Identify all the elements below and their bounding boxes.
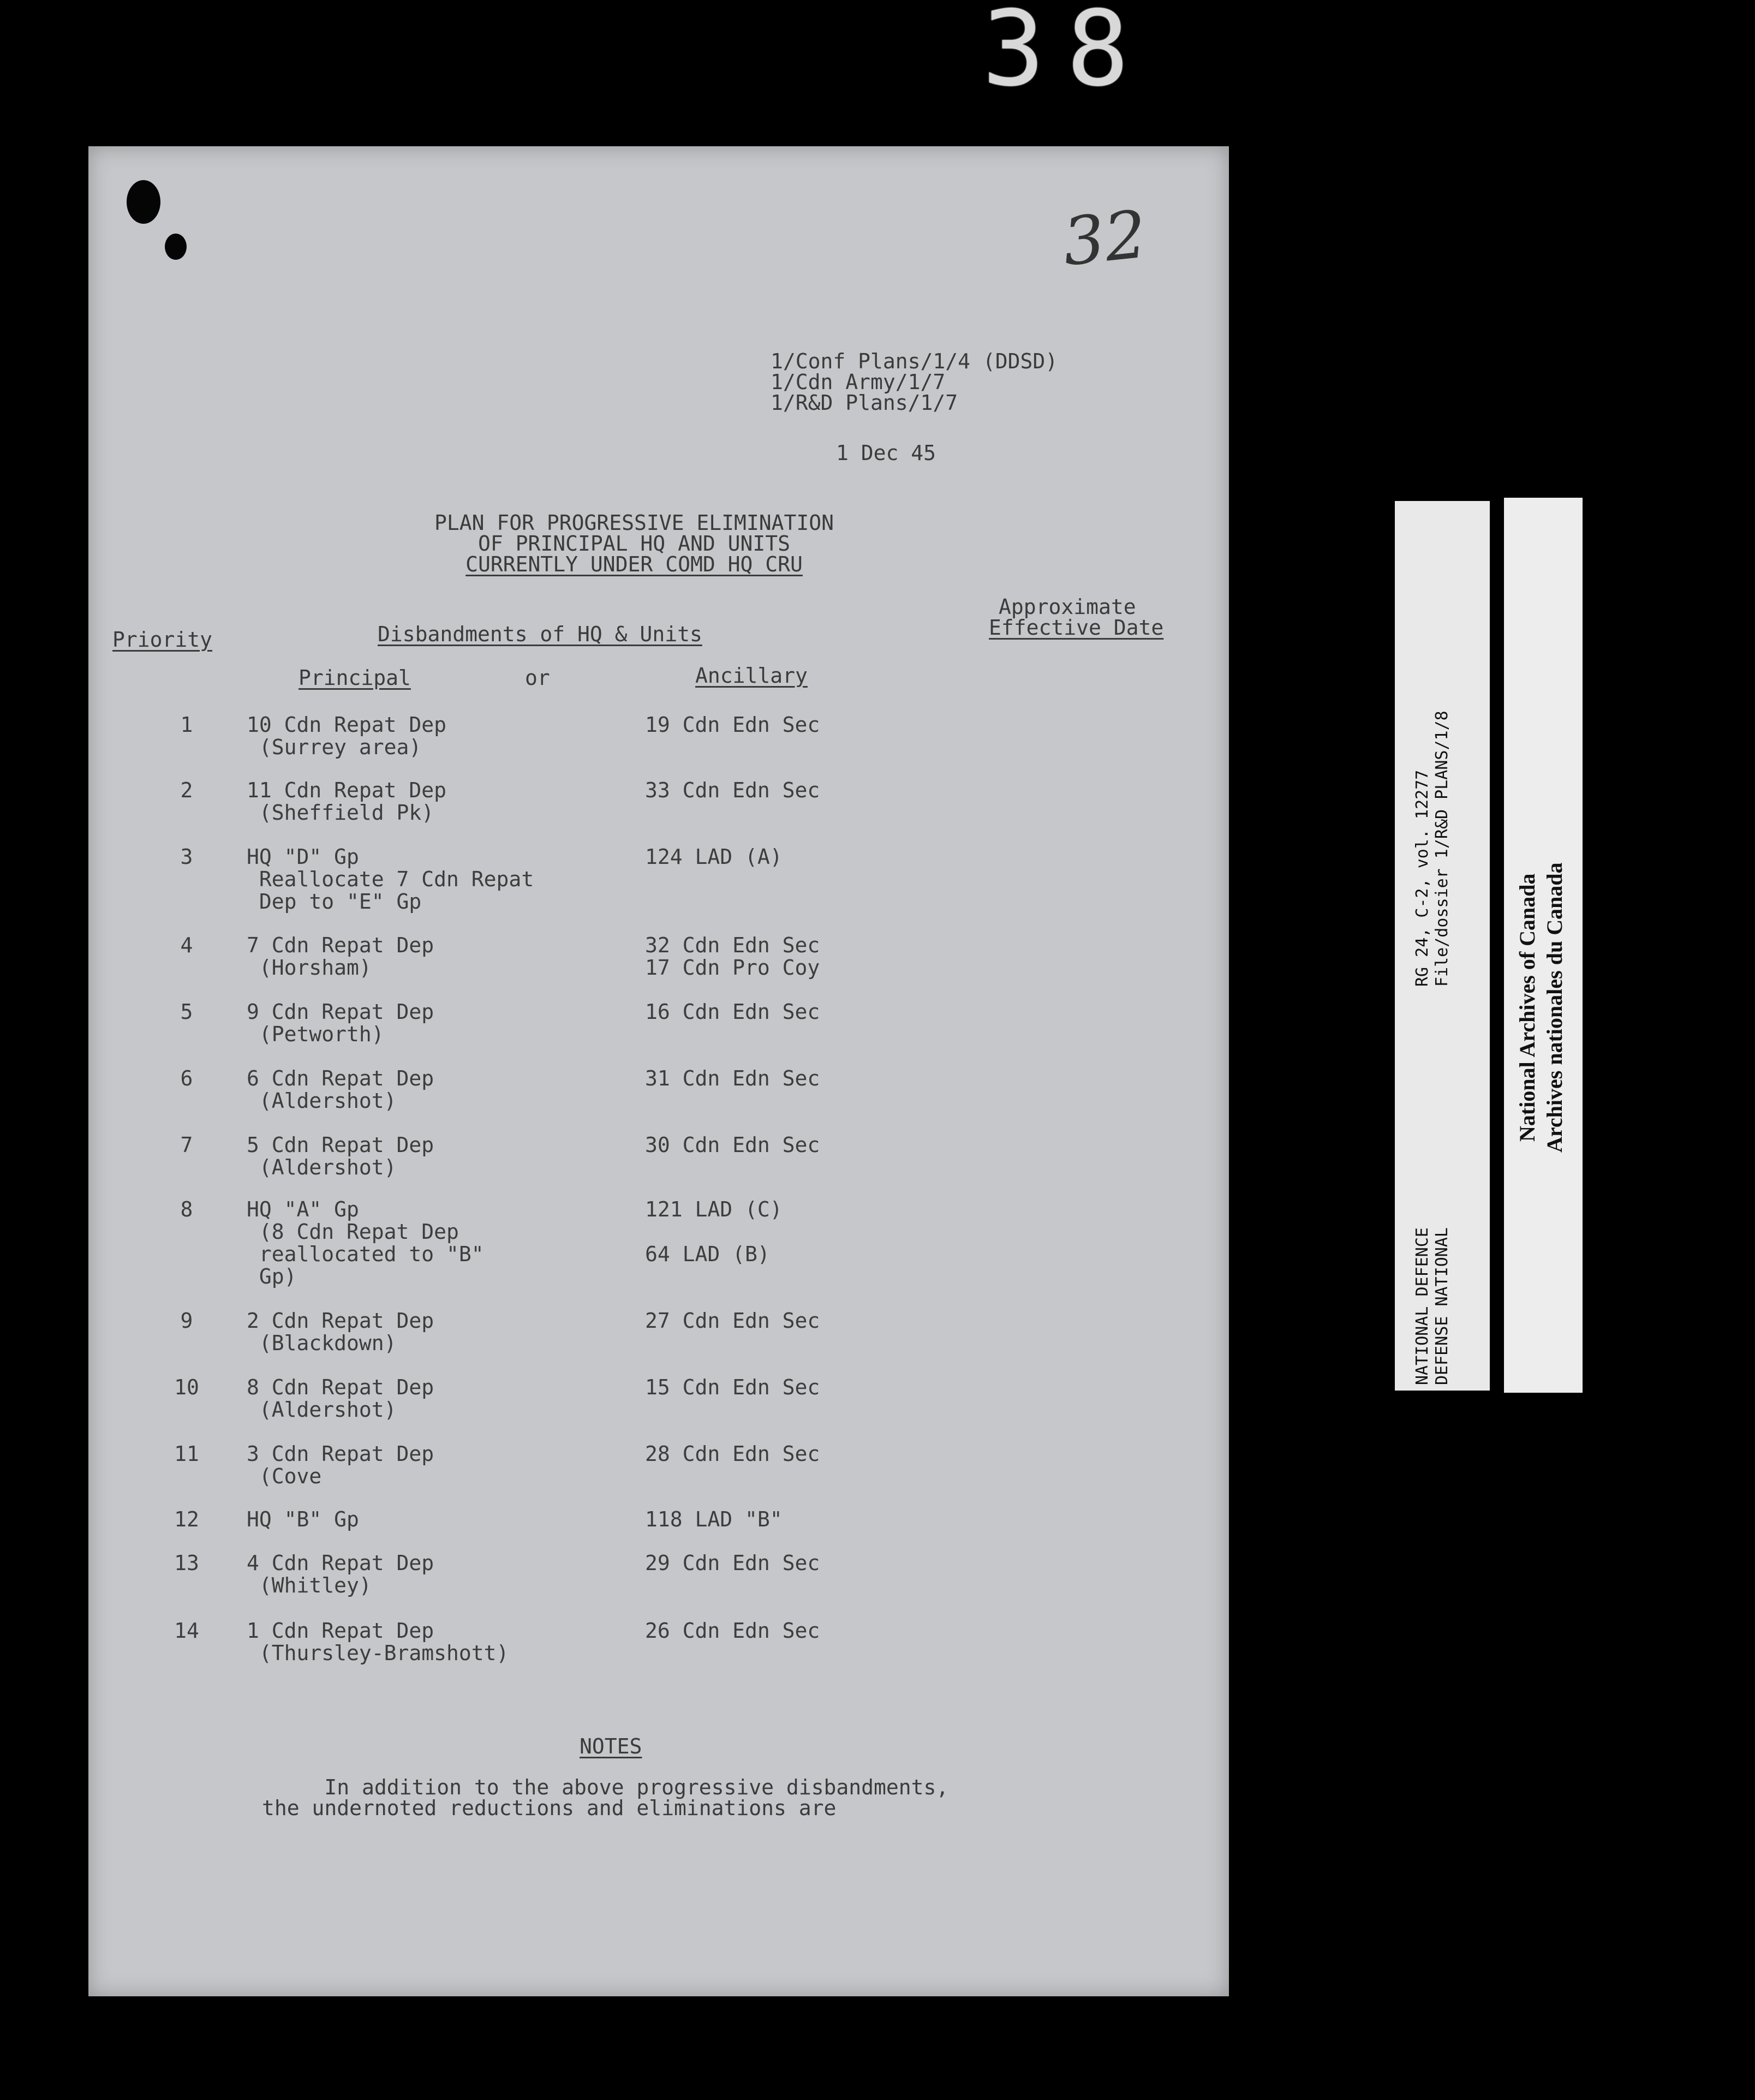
- ancillary-unit: 30 Cdn Edn Sec: [645, 1133, 820, 1157]
- ancillary-unit: 15 Cdn Edn Sec: [645, 1375, 820, 1399]
- priority-number: 14: [174, 1619, 199, 1643]
- priority-header: Priority: [112, 628, 213, 652]
- ancillary-unit: 29 Cdn Edn Sec: [645, 1551, 820, 1575]
- document-title-line: CURRENTLY UNDER COMD HQ CRU: [465, 552, 803, 576]
- priority-number: 11: [174, 1442, 199, 1466]
- principal-unit: 3 Cdn Repat Dep (Cove: [247, 1442, 434, 1488]
- reference-line: 1/Cdn Army/1/7: [771, 370, 946, 394]
- document-date: 1 Dec 45: [836, 441, 936, 465]
- ancillary-unit: 32 Cdn Edn Sec 17 Cdn Pro Coy: [645, 933, 820, 980]
- frame-number: 38: [982, 0, 1151, 109]
- principal-unit: 6 Cdn Repat Dep (Aldershot): [247, 1066, 434, 1113]
- national-archives-label: [1504, 498, 1583, 1393]
- priority-number: 2: [180, 778, 193, 802]
- approx-date-header: Effective Date: [989, 616, 1164, 640]
- priority-number: 12: [174, 1507, 199, 1531]
- document-title-line: OF PRINCIPAL HQ AND UNITS: [478, 532, 790, 556]
- principal-unit: 2 Cdn Repat Dep (Blackdown): [247, 1309, 434, 1355]
- priority-number: 3: [180, 845, 193, 869]
- archive-dept-text: DEFENSE NATIONAL: [1432, 1227, 1452, 1385]
- archive-name-text: National Archives of Canada: [1515, 873, 1539, 1142]
- document-page: [88, 146, 1229, 1996]
- ancillary-header: Ancillary: [695, 664, 808, 688]
- notes-paragraph: In addition to the above progressive disbandments, the undernoted reductions and eliminations are: [262, 1775, 949, 1820]
- priority-number: 4: [180, 933, 193, 957]
- archive-ref-text: File/dossier 1/R&D PLANS/1/8: [1432, 711, 1452, 987]
- ancillary-unit: 28 Cdn Edn Sec: [645, 1442, 820, 1466]
- ancillary-unit: 118 LAD "B": [645, 1507, 783, 1531]
- priority-number: 7: [180, 1133, 193, 1157]
- handwritten-folio-number: 32: [1059, 196, 1150, 281]
- archive-dept-text: NATIONAL DEFENCE: [1413, 1227, 1432, 1385]
- principal-unit: 11 Cdn Repat Dep (Sheffield Pk): [247, 778, 447, 825]
- document-title-line: PLAN FOR PROGRESSIVE ELIMINATION: [434, 511, 834, 535]
- principal-header: Principal: [299, 666, 411, 690]
- priority-number: 1: [180, 713, 193, 737]
- ancillary-unit: 26 Cdn Edn Sec: [645, 1619, 820, 1643]
- notes-heading: NOTES: [580, 1734, 642, 1758]
- principal-unit: 7 Cdn Repat Dep (Horsham): [247, 933, 434, 980]
- punch-hole-mark: [127, 180, 160, 224]
- principal-unit: 9 Cdn Repat Dep (Petworth): [247, 1000, 434, 1046]
- priority-number: 13: [174, 1551, 199, 1575]
- ancillary-unit: 121 LAD (C) 64 LAD (B): [645, 1197, 783, 1266]
- principal-unit: HQ "B" Gp: [247, 1507, 359, 1531]
- principal-unit: HQ "D" Gp Reallocate 7 Cdn Repat Dep to "E" Gp: [247, 845, 534, 914]
- principal-unit: 1 Cdn Repat Dep (Thursley-Bramshott): [247, 1619, 509, 1665]
- ancillary-unit: 19 Cdn Edn Sec: [645, 713, 820, 737]
- principal-unit: HQ "A" Gp (8 Cdn Repat Dep reallocated to "B" Gp): [247, 1197, 484, 1288]
- principal-unit: 8 Cdn Repat Dep (Aldershot): [247, 1375, 434, 1422]
- reference-line: 1/R&D Plans/1/7: [771, 391, 958, 415]
- priority-number: 8: [180, 1197, 193, 1221]
- priority-number: 10: [174, 1375, 199, 1399]
- disbandments-header: Disbandments of HQ & Units: [378, 622, 702, 646]
- principal-unit: 10 Cdn Repat Dep (Surrey area): [247, 713, 447, 759]
- punch-hole-mark-small: [165, 234, 187, 260]
- or-label: or: [525, 666, 550, 690]
- priority-number: 5: [180, 1000, 193, 1024]
- ancillary-unit: 33 Cdn Edn Sec: [645, 778, 820, 802]
- archive-ref-text: RG 24, C-2, vol. 12277: [1413, 769, 1432, 987]
- priority-number: 6: [180, 1066, 193, 1090]
- priority-number: 9: [180, 1309, 193, 1333]
- ancillary-unit: 124 LAD (A): [645, 845, 783, 869]
- archive-reference-label: [1395, 501, 1490, 1391]
- approx-date-header: Approximate: [999, 595, 1136, 619]
- reference-line: 1/Conf Plans/1/4 (DDSD): [771, 349, 1058, 373]
- ancillary-unit: 16 Cdn Edn Sec: [645, 1000, 820, 1024]
- ancillary-unit: 27 Cdn Edn Sec: [645, 1309, 820, 1333]
- archive-name-text: Archives nationales du Canada: [1542, 862, 1567, 1153]
- principal-unit: 5 Cdn Repat Dep (Aldershot): [247, 1133, 434, 1179]
- principal-unit: 4 Cdn Repat Dep (Whitley): [247, 1551, 434, 1597]
- ancillary-unit: 31 Cdn Edn Sec: [645, 1066, 820, 1090]
